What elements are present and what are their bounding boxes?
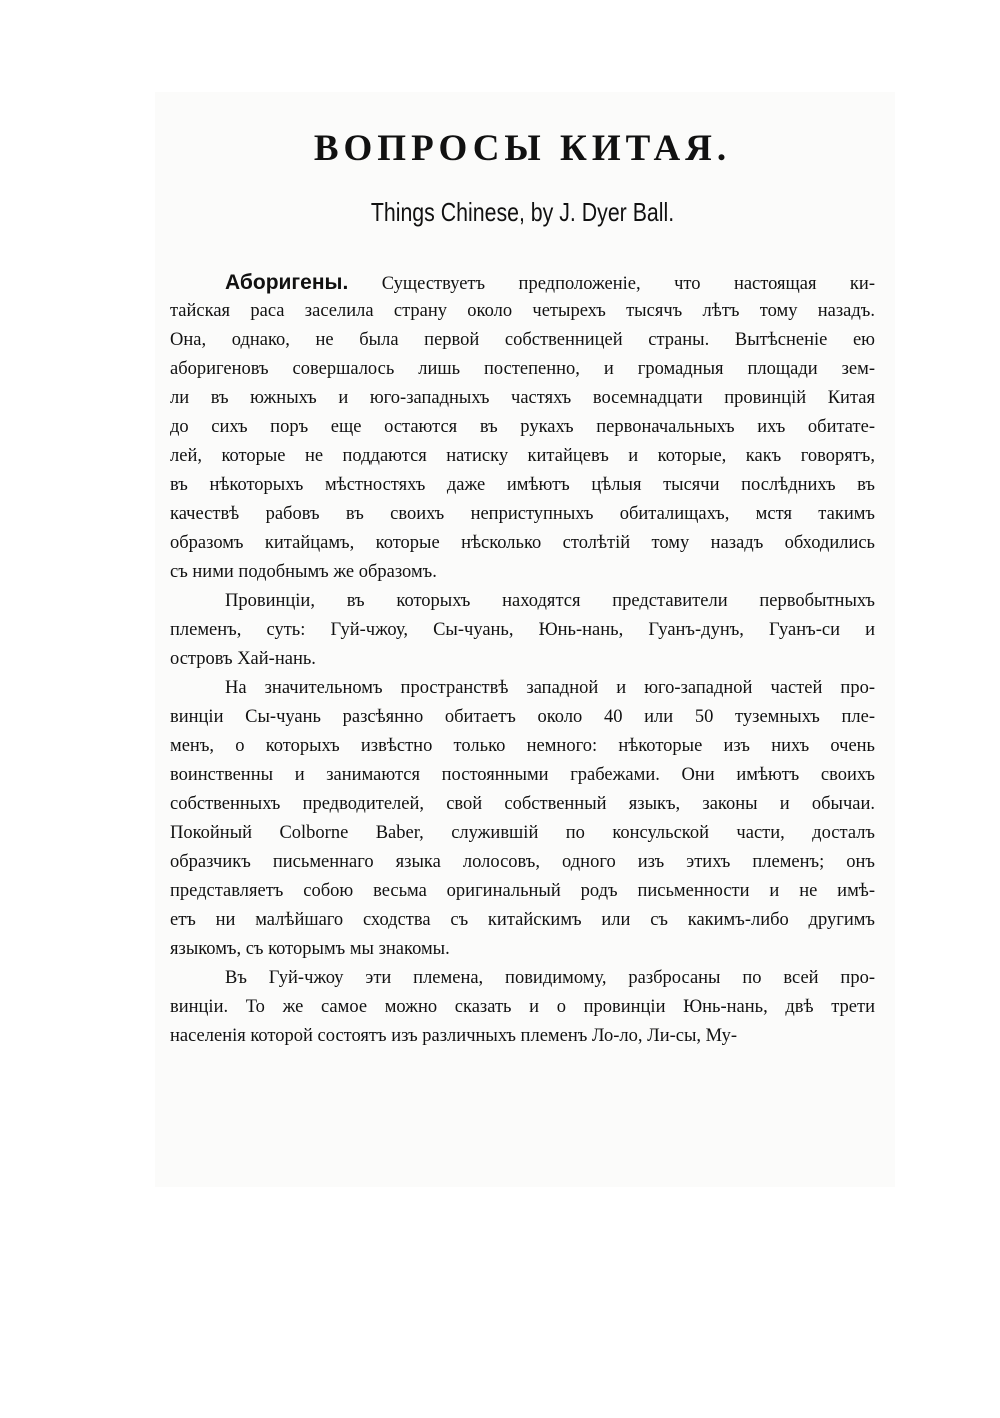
line-text: Въ Гуй-чжоу эти племена, повидимому, разбросаны по всей про- — [225, 968, 875, 988]
text-line — [170, 674, 875, 703]
line-text: островъ Хай-нань. — [170, 649, 316, 669]
text-line — [170, 877, 875, 906]
line-text: до сихъ поръ еще остаются въ рукахъ первоначальныхъ ихъ обитате- — [170, 417, 875, 437]
text-line — [170, 500, 875, 529]
line-text: качествѣ рабовъ въ своихъ неприступныхъ обиталищахъ, мстя такимъ — [170, 504, 875, 524]
line-text: менъ, о которыхъ извѣстно только немного: нѣкоторые изъ нихъ очень — [170, 736, 875, 756]
text-line — [170, 384, 875, 413]
text-line — [170, 558, 875, 587]
text-line — [170, 935, 875, 964]
line-text: На значительномъ пространствѣ западной и юго-западной частей про- — [225, 678, 875, 698]
line-text: ли въ южныхъ и юго-западныхъ частяхъ восемнадцати провинцiй Китая — [170, 388, 875, 408]
line-text: языкомъ, съ которымъ мы знакомы. — [170, 939, 450, 959]
text-line — [170, 616, 875, 645]
text-line — [170, 297, 875, 326]
text-line — [170, 819, 875, 848]
line-text: етъ ни малѣйшаго сходства съ китайскимъ или съ какимъ-либо другимъ — [170, 910, 875, 930]
text-line — [170, 645, 875, 674]
paragraph — [170, 674, 875, 964]
line-text: образчикъ письменнаго языка лолосовъ, одного изъ этихъ племенъ; онъ — [170, 852, 875, 872]
line-text: аборигеновъ совершалось лишь постепенно, и громадныя площади зем- — [170, 359, 875, 379]
page-subtitle: Things Chinese, by J. Dyer Ball. — [370, 197, 675, 227]
line-text: Существуетъ предположенiе, что настоящая ки- — [348, 274, 875, 294]
text-line — [170, 587, 875, 616]
document-page — [170, 110, 875, 1051]
page-title: ВОПРОСЫ КИТАЯ. — [313, 128, 732, 169]
paragraph — [170, 587, 875, 674]
line-text: Провинцiи, въ которыхъ находятся представители первобытныхъ — [225, 591, 875, 611]
text-line — [170, 413, 875, 442]
paragraph-lead: Аборигены. — [225, 271, 349, 294]
line-text: воинственны и занимаются постоянными грабежами. Они имѣютъ своихъ — [170, 765, 875, 785]
line-text: собственныхъ предводителей, свой собственный языкъ, законы и обычаи. — [170, 794, 875, 814]
line-text: Она, однако, не была первой собственницей страны. Вытѣсненiе ею — [170, 330, 875, 350]
line-text: винцiи Сы-чуань разсѣянно обитаетъ около 40 или 50 туземныхъ пле- — [170, 707, 875, 727]
line-text: винцiи. То же самое можно сказать и о провинцiи Юнь-нань, двѣ трети — [170, 997, 875, 1017]
line-text: лей, которые не поддаются натиску китайцевъ и которые, какъ говорятъ, — [170, 446, 875, 466]
text-line — [170, 906, 875, 935]
text-line — [170, 964, 875, 993]
line-text: племенъ, суть: Гуй-чжоу, Сы-чуань, Юнь-нань, Гуанъ-дунъ, Гуанъ-си и — [170, 620, 875, 640]
text-line — [170, 442, 875, 471]
text-line — [170, 471, 875, 500]
text-line — [170, 732, 875, 761]
line-text: населенiя которой состоятъ изъ различныхъ племенъ Ло-ло, Ли-сы, Му- — [170, 1026, 738, 1046]
text-line — [170, 703, 875, 732]
paragraph — [170, 964, 875, 1051]
text-line — [170, 848, 875, 877]
body-text — [170, 268, 875, 1051]
line-text: представляетъ собою весьма оригинальный родъ письменности и не имѣ- — [170, 881, 875, 901]
line-text: съ ними подобнымъ же образомъ. — [170, 562, 437, 582]
line-text: въ нѣкоторыхъ мѣстностяхъ даже имѣютъ цѣлыя тысячи послѣднихъ въ — [170, 475, 875, 495]
text-line — [170, 355, 875, 384]
text-line — [170, 529, 875, 558]
text-line — [170, 761, 875, 790]
text-line — [170, 993, 875, 1022]
line-text: образомъ китайцамъ, которые нѣсколько столѣтiй тому назадъ обходились — [170, 533, 875, 553]
text-line — [170, 326, 875, 355]
paragraph — [170, 268, 875, 587]
text-line — [170, 790, 875, 819]
text-line — [170, 268, 875, 297]
line-text: Покойный Colborne Baber, служившiй по консульской части, досталъ — [170, 823, 875, 843]
text-line — [170, 1022, 875, 1051]
line-text: тайская раса заселила страну около четырехъ тысячъ лѣтъ тому назадъ. — [170, 301, 875, 321]
